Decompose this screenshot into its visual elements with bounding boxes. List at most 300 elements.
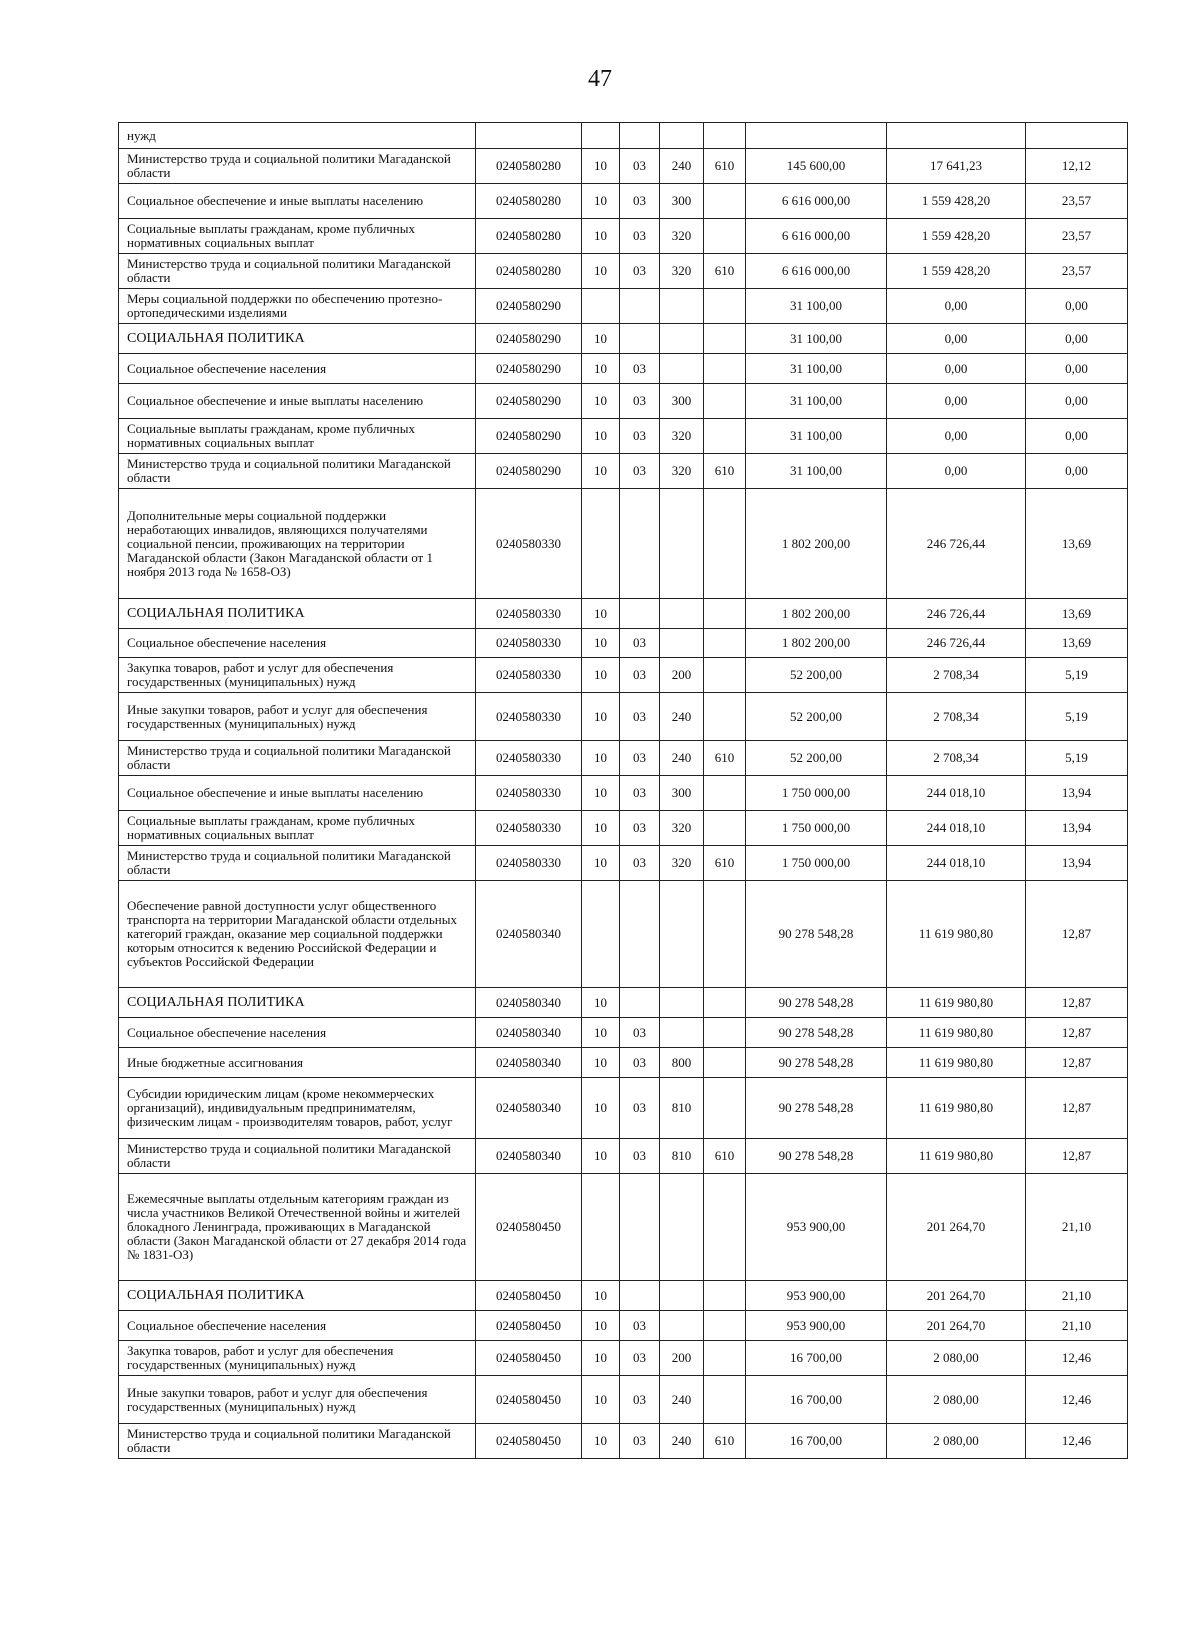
row-percent: 12,46: [1026, 1424, 1128, 1459]
row-grbs: 610: [704, 741, 746, 776]
row-grbs: [704, 123, 746, 149]
row-fact-amount: 246 726,44: [887, 489, 1026, 599]
row-expense-type: 240: [660, 741, 704, 776]
row-expense-type: [660, 1174, 704, 1281]
row-grbs: [704, 693, 746, 741]
row-section: 10: [582, 184, 620, 219]
row-name: нужд: [119, 123, 476, 149]
row-code: 0240580280: [476, 254, 582, 289]
row-plan-amount: 1 802 200,00: [746, 629, 887, 658]
row-fact-amount: 0,00: [887, 384, 1026, 419]
row-section: [582, 1174, 620, 1281]
row-section: 10: [582, 599, 620, 629]
row-code: 0240580290: [476, 384, 582, 419]
row-code: 0240580290: [476, 354, 582, 384]
row-section: 10: [582, 1376, 620, 1424]
budget-table-container: [118, 122, 1127, 1459]
table-row: [119, 454, 1128, 489]
row-plan-amount: 6 616 000,00: [746, 184, 887, 219]
row-expense-type: [660, 599, 704, 629]
row-section: 10: [582, 1341, 620, 1376]
row-subsection: 03: [620, 1376, 660, 1424]
table-row: [119, 776, 1128, 811]
table-row: [119, 324, 1128, 354]
table-row: [119, 219, 1128, 254]
row-name: Обеспечение равной доступности услуг общественного транспорта на территории Магаданской области отдельных категорий граждан, оказание мер социальной поддержки которым относится к ведению Российской Федерации и субъектов Российской Федерации: [119, 881, 476, 988]
row-grbs: [704, 1174, 746, 1281]
row-name: Социальное обеспечение населения: [119, 1311, 476, 1341]
row-plan-amount: 31 100,00: [746, 419, 887, 454]
row-code: 0240580450: [476, 1281, 582, 1311]
row-code: 0240580330: [476, 776, 582, 811]
table-row: [119, 1174, 1128, 1281]
row-fact-amount: 0,00: [887, 289, 1026, 324]
row-subsection: [620, 123, 660, 149]
row-expense-type: 300: [660, 384, 704, 419]
row-code: 0240580330: [476, 846, 582, 881]
row-expense-type: 240: [660, 1376, 704, 1424]
row-section: 10: [582, 384, 620, 419]
row-plan-amount: 6 616 000,00: [746, 219, 887, 254]
row-section: 10: [582, 693, 620, 741]
row-plan-amount: 1 750 000,00: [746, 846, 887, 881]
row-grbs: 610: [704, 149, 746, 184]
row-section: 10: [582, 1018, 620, 1048]
row-plan-amount: 31 100,00: [746, 454, 887, 489]
table-row: [119, 1424, 1128, 1459]
row-plan-amount: 52 200,00: [746, 741, 887, 776]
row-fact-amount: 0,00: [887, 324, 1026, 354]
row-subsection: [620, 1281, 660, 1311]
row-section: 10: [582, 454, 620, 489]
row-expense-type: [660, 289, 704, 324]
row-grbs: [704, 324, 746, 354]
row-fact-amount: 2 708,34: [887, 658, 1026, 693]
row-percent: 21,10: [1026, 1311, 1128, 1341]
table-row: [119, 629, 1128, 658]
row-fact-amount: 0,00: [887, 419, 1026, 454]
row-percent: 0,00: [1026, 354, 1128, 384]
row-name: СОЦИАЛЬНАЯ ПОЛИТИКА: [119, 324, 476, 354]
row-plan-amount: 145 600,00: [746, 149, 887, 184]
row-fact-amount: 244 018,10: [887, 776, 1026, 811]
row-code: 0240580340: [476, 1139, 582, 1174]
row-fact-amount: 0,00: [887, 454, 1026, 489]
row-plan-amount: 953 900,00: [746, 1174, 887, 1281]
row-code: 0240580330: [476, 741, 582, 776]
row-code: 0240580340: [476, 1078, 582, 1139]
row-fact-amount: 201 264,70: [887, 1281, 1026, 1311]
row-plan-amount: [746, 123, 887, 149]
table-row: [119, 1376, 1128, 1424]
row-percent: 21,10: [1026, 1281, 1128, 1311]
row-grbs: [704, 881, 746, 988]
row-percent: 12,87: [1026, 1018, 1128, 1048]
row-name: Закупка товаров, работ и услуг для обеспечения государственных (муниципальных) нужд: [119, 1341, 476, 1376]
row-grbs: 610: [704, 1139, 746, 1174]
row-percent: 12,87: [1026, 1048, 1128, 1078]
row-plan-amount: 31 100,00: [746, 324, 887, 354]
row-percent: 12,12: [1026, 149, 1128, 184]
row-plan-amount: 31 100,00: [746, 354, 887, 384]
table-row: [119, 489, 1128, 599]
row-subsection: 03: [620, 1341, 660, 1376]
row-grbs: [704, 1376, 746, 1424]
row-percent: 0,00: [1026, 419, 1128, 454]
row-expense-type: [660, 1281, 704, 1311]
row-section: 10: [582, 254, 620, 289]
row-fact-amount: 2 708,34: [887, 693, 1026, 741]
row-percent: 0,00: [1026, 384, 1128, 419]
row-grbs: [704, 776, 746, 811]
row-percent: 12,87: [1026, 988, 1128, 1018]
table-row: [119, 1048, 1128, 1078]
row-section: 10: [582, 846, 620, 881]
row-subsection: [620, 599, 660, 629]
row-expense-type: 320: [660, 254, 704, 289]
row-grbs: [704, 629, 746, 658]
table-row: [119, 693, 1128, 741]
row-percent: 13,69: [1026, 629, 1128, 658]
row-plan-amount: 6 616 000,00: [746, 254, 887, 289]
row-subsection: 03: [620, 1311, 660, 1341]
row-plan-amount: 31 100,00: [746, 289, 887, 324]
page-number: 47: [588, 66, 612, 92]
row-percent: 12,87: [1026, 881, 1128, 988]
table-row: [119, 658, 1128, 693]
row-fact-amount: [887, 123, 1026, 149]
row-expense-type: 320: [660, 454, 704, 489]
row-expense-type: [660, 629, 704, 658]
row-section: 10: [582, 324, 620, 354]
budget-table-body: [119, 123, 1128, 1459]
row-name: Социальные выплаты гражданам, кроме публичных нормативных социальных выплат: [119, 219, 476, 254]
row-subsection: [620, 1174, 660, 1281]
row-percent: 12,46: [1026, 1341, 1128, 1376]
row-code: 0240580330: [476, 629, 582, 658]
row-expense-type: 320: [660, 419, 704, 454]
row-plan-amount: 52 200,00: [746, 658, 887, 693]
row-percent: 23,57: [1026, 184, 1128, 219]
row-subsection: 03: [620, 1048, 660, 1078]
row-section: 10: [582, 1078, 620, 1139]
row-fact-amount: 11 619 980,80: [887, 1078, 1026, 1139]
row-code: 0240580340: [476, 1018, 582, 1048]
row-expense-type: 300: [660, 776, 704, 811]
row-name: Ежемесячные выплаты отдельным категориям граждан из числа участников Великой Отечественной войны и жителей блокадного Ленинграда, проживающих в Магаданской области (Закон Магаданской области от 27 декабря 2014 года № 1831-ОЗ): [119, 1174, 476, 1281]
row-code: 0240580450: [476, 1311, 582, 1341]
row-code: 0240580340: [476, 988, 582, 1018]
row-expense-type: 810: [660, 1139, 704, 1174]
row-name: Субсидии юридическим лицам (кроме некоммерческих организаций), индивидуальным предпринимателям, физическим лицам - производителям товаров, работ, услуг: [119, 1078, 476, 1139]
row-code: 0240580340: [476, 881, 582, 988]
row-section: [582, 289, 620, 324]
row-code: 0240580290: [476, 419, 582, 454]
row-section: 10: [582, 1281, 620, 1311]
row-grbs: 610: [704, 454, 746, 489]
row-subsection: 03: [620, 776, 660, 811]
row-fact-amount: 2 708,34: [887, 741, 1026, 776]
table-row: [119, 846, 1128, 881]
row-plan-amount: 16 700,00: [746, 1341, 887, 1376]
table-row: [119, 354, 1128, 384]
row-fact-amount: 0,00: [887, 354, 1026, 384]
row-code: 0240580330: [476, 693, 582, 741]
row-percent: 5,19: [1026, 658, 1128, 693]
row-percent: 13,94: [1026, 811, 1128, 846]
row-subsection: 03: [620, 219, 660, 254]
row-section: [582, 489, 620, 599]
row-expense-type: [660, 881, 704, 988]
row-plan-amount: 31 100,00: [746, 384, 887, 419]
row-section: 10: [582, 1424, 620, 1459]
row-expense-type: [660, 123, 704, 149]
row-grbs: [704, 1341, 746, 1376]
row-code: 0240580330: [476, 658, 582, 693]
row-fact-amount: 201 264,70: [887, 1174, 1026, 1281]
row-expense-type: [660, 1311, 704, 1341]
row-percent: 12,87: [1026, 1139, 1128, 1174]
row-grbs: 610: [704, 846, 746, 881]
row-name: Закупка товаров, работ и услуг для обеспечения государственных (муниципальных) нужд: [119, 658, 476, 693]
row-name: Социальное обеспечение населения: [119, 1018, 476, 1048]
row-fact-amount: 2 080,00: [887, 1341, 1026, 1376]
row-grbs: [704, 489, 746, 599]
row-subsection: 03: [620, 846, 660, 881]
row-expense-type: [660, 988, 704, 1018]
row-expense-type: 240: [660, 149, 704, 184]
row-plan-amount: 1 750 000,00: [746, 811, 887, 846]
row-expense-type: [660, 354, 704, 384]
row-section: 10: [582, 629, 620, 658]
row-name: Социальное обеспечение населения: [119, 629, 476, 658]
row-subsection: 03: [620, 693, 660, 741]
row-plan-amount: 16 700,00: [746, 1376, 887, 1424]
row-expense-type: 200: [660, 658, 704, 693]
row-percent: 5,19: [1026, 693, 1128, 741]
row-plan-amount: 1 750 000,00: [746, 776, 887, 811]
row-grbs: [704, 1048, 746, 1078]
row-name: Дополнительные меры социальной поддержки неработающих инвалидов, являющихся получателями социальной пенсии, проживающих на территории Магаданской области (Закон Магаданской области от 1 ноября 2013 года № 1658-ОЗ): [119, 489, 476, 599]
row-name: Министерство труда и социальной политики Магаданской области: [119, 1424, 476, 1459]
row-grbs: [704, 658, 746, 693]
table-row: [119, 289, 1128, 324]
row-subsection: [620, 881, 660, 988]
row-fact-amount: 11 619 980,80: [887, 1139, 1026, 1174]
table-row: [119, 599, 1128, 629]
row-grbs: [704, 1018, 746, 1048]
table-row: [119, 1018, 1128, 1048]
row-section: 10: [582, 988, 620, 1018]
table-row: [119, 1078, 1128, 1139]
row-code: 0240580280: [476, 219, 582, 254]
row-name: Иные закупки товаров, работ и услуг для обеспечения государственных (муниципальных) нужд: [119, 693, 476, 741]
row-subsection: 03: [620, 1018, 660, 1048]
row-grbs: [704, 811, 746, 846]
row-percent: 0,00: [1026, 454, 1128, 489]
row-grbs: 610: [704, 1424, 746, 1459]
row-code: 0240580330: [476, 811, 582, 846]
row-section: 10: [582, 149, 620, 184]
row-code: 0240580280: [476, 184, 582, 219]
table-row: [119, 1281, 1128, 1311]
table-row: [119, 881, 1128, 988]
row-code: 0240580290: [476, 454, 582, 489]
row-expense-type: 320: [660, 846, 704, 881]
row-fact-amount: 244 018,10: [887, 846, 1026, 881]
row-subsection: [620, 324, 660, 354]
row-subsection: 03: [620, 454, 660, 489]
row-expense-type: 800: [660, 1048, 704, 1078]
row-fact-amount: 1 559 428,20: [887, 219, 1026, 254]
row-grbs: [704, 384, 746, 419]
row-subsection: 03: [620, 184, 660, 219]
row-fact-amount: 201 264,70: [887, 1311, 1026, 1341]
row-code: 0240580290: [476, 324, 582, 354]
row-name: Министерство труда и социальной политики Магаданской области: [119, 846, 476, 881]
table-row: [119, 184, 1128, 219]
table-row: [119, 419, 1128, 454]
row-fact-amount: 246 726,44: [887, 629, 1026, 658]
table-row: [119, 1311, 1128, 1341]
row-plan-amount: 90 278 548,28: [746, 988, 887, 1018]
row-name: СОЦИАЛЬНАЯ ПОЛИТИКА: [119, 988, 476, 1018]
row-percent: 13,94: [1026, 776, 1128, 811]
row-fact-amount: 244 018,10: [887, 811, 1026, 846]
row-code: 0240580290: [476, 289, 582, 324]
table-row: [119, 149, 1128, 184]
row-fact-amount: 11 619 980,80: [887, 1018, 1026, 1048]
row-plan-amount: 90 278 548,28: [746, 1139, 887, 1174]
row-fact-amount: 2 080,00: [887, 1424, 1026, 1459]
row-grbs: [704, 1078, 746, 1139]
row-name: Министерство труда и социальной политики Магаданской области: [119, 741, 476, 776]
row-expense-type: [660, 1018, 704, 1048]
row-percent: 23,57: [1026, 219, 1128, 254]
row-percent: 12,87: [1026, 1078, 1128, 1139]
row-name: Иные закупки товаров, работ и услуг для обеспечения государственных (муниципальных) нужд: [119, 1376, 476, 1424]
row-section: 10: [582, 658, 620, 693]
row-grbs: [704, 1311, 746, 1341]
row-grbs: 610: [704, 254, 746, 289]
row-fact-amount: 246 726,44: [887, 599, 1026, 629]
row-code: 0240580330: [476, 489, 582, 599]
row-subsection: [620, 988, 660, 1018]
row-expense-type: 300: [660, 184, 704, 219]
row-percent: [1026, 123, 1128, 149]
row-name: Социальное обеспечение и иные выплаты населению: [119, 384, 476, 419]
row-grbs: [704, 1281, 746, 1311]
row-subsection: 03: [620, 1078, 660, 1139]
row-plan-amount: 1 802 200,00: [746, 599, 887, 629]
row-section: 10: [582, 1139, 620, 1174]
row-expense-type: 240: [660, 693, 704, 741]
row-subsection: 03: [620, 149, 660, 184]
table-row: [119, 1341, 1128, 1376]
row-expense-type: 240: [660, 1424, 704, 1459]
row-percent: 21,10: [1026, 1174, 1128, 1281]
row-name: Социальное обеспечение населения: [119, 354, 476, 384]
row-fact-amount: 2 080,00: [887, 1376, 1026, 1424]
row-grbs: [704, 289, 746, 324]
row-percent: 0,00: [1026, 324, 1128, 354]
row-name: Иные бюджетные ассигнования: [119, 1048, 476, 1078]
row-name: Социальные выплаты гражданам, кроме публичных нормативных социальных выплат: [119, 419, 476, 454]
row-code: 0240580450: [476, 1174, 582, 1281]
row-subsection: 03: [620, 741, 660, 776]
row-subsection: 03: [620, 1424, 660, 1459]
table-row: [119, 1139, 1128, 1174]
row-fact-amount: 11 619 980,80: [887, 988, 1026, 1018]
row-name: Министерство труда и социальной политики Магаданской области: [119, 454, 476, 489]
row-grbs: [704, 419, 746, 454]
row-subsection: 03: [620, 629, 660, 658]
row-name: Меры социальной поддержки по обеспечению протезно-ортопедическими изделиями: [119, 289, 476, 324]
row-code: 0240580450: [476, 1376, 582, 1424]
row-fact-amount: 17 641,23: [887, 149, 1026, 184]
row-expense-type: 810: [660, 1078, 704, 1139]
row-subsection: 03: [620, 658, 660, 693]
table-row: [119, 254, 1128, 289]
row-name: Министерство труда и социальной политики Магаданской области: [119, 149, 476, 184]
row-name: Социальные выплаты гражданам, кроме публичных нормативных социальных выплат: [119, 811, 476, 846]
row-name: СОЦИАЛЬНАЯ ПОЛИТИКА: [119, 599, 476, 629]
table-row: [119, 988, 1128, 1018]
row-section: [582, 881, 620, 988]
row-plan-amount: 1 802 200,00: [746, 489, 887, 599]
row-plan-amount: 953 900,00: [746, 1311, 887, 1341]
row-name: Министерство труда и социальной политики Магаданской области: [119, 1139, 476, 1174]
table-row: [119, 811, 1128, 846]
row-section: 10: [582, 1311, 620, 1341]
row-subsection: 03: [620, 419, 660, 454]
row-plan-amount: 90 278 548,28: [746, 1048, 887, 1078]
row-name: Социальное обеспечение и иные выплаты населению: [119, 184, 476, 219]
row-percent: 5,19: [1026, 741, 1128, 776]
row-subsection: 03: [620, 1139, 660, 1174]
row-section: 10: [582, 741, 620, 776]
row-plan-amount: 16 700,00: [746, 1424, 887, 1459]
row-name: СОЦИАЛЬНАЯ ПОЛИТИКА: [119, 1281, 476, 1311]
row-percent: 0,00: [1026, 289, 1128, 324]
row-expense-type: 320: [660, 811, 704, 846]
row-subsection: 03: [620, 384, 660, 419]
row-fact-amount: 11 619 980,80: [887, 881, 1026, 988]
row-fact-amount: 1 559 428,20: [887, 254, 1026, 289]
row-code: [476, 123, 582, 149]
row-plan-amount: 90 278 548,28: [746, 881, 887, 988]
row-grbs: [704, 219, 746, 254]
row-grbs: [704, 354, 746, 384]
row-plan-amount: 953 900,00: [746, 1281, 887, 1311]
table-row: [119, 384, 1128, 419]
row-percent: 23,57: [1026, 254, 1128, 289]
row-section: 10: [582, 811, 620, 846]
budget-table: [118, 122, 1128, 1459]
row-name: Социальное обеспечение и иные выплаты населению: [119, 776, 476, 811]
row-subsection: 03: [620, 811, 660, 846]
row-code: 0240580330: [476, 599, 582, 629]
row-percent: 13,69: [1026, 489, 1128, 599]
row-section: 10: [582, 219, 620, 254]
row-code: 0240580450: [476, 1424, 582, 1459]
row-section: [582, 123, 620, 149]
row-grbs: [704, 599, 746, 629]
row-grbs: [704, 184, 746, 219]
row-name: Министерство труда и социальной политики Магаданской области: [119, 254, 476, 289]
row-section: 10: [582, 776, 620, 811]
row-section: 10: [582, 1048, 620, 1078]
